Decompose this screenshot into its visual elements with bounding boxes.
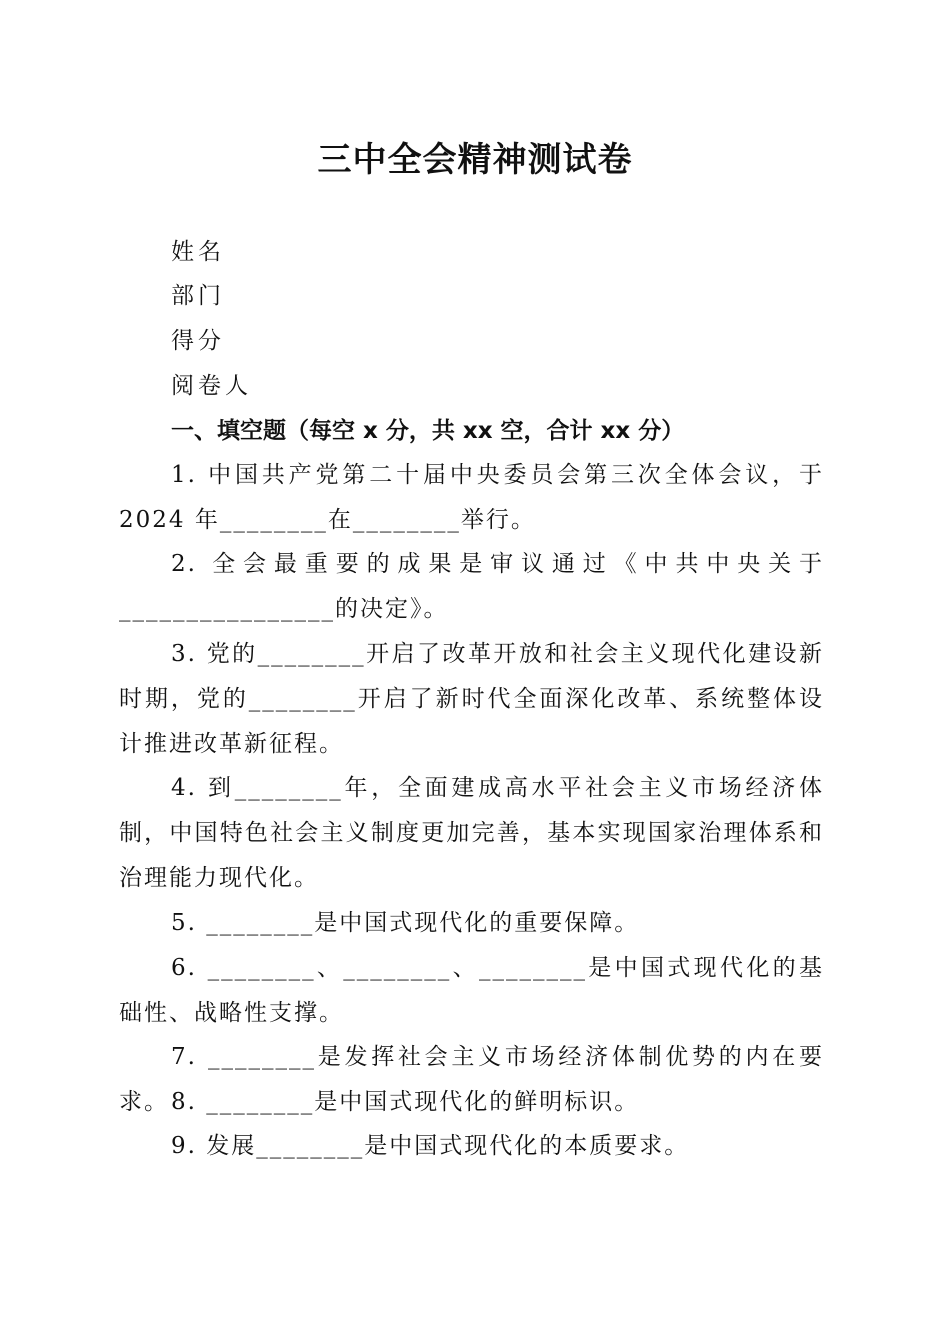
question-4: 4. 到________年，全面建成高水平社会主义市场经济体制，中国特色社会主义制度更加完善，基本实现国家治理体系和治理能力现代化。	[119, 775, 824, 891]
department-field-label: 部门	[171, 283, 225, 309]
question-9: 9. 发展________是中国式现代化的本质要求。	[171, 1133, 690, 1159]
question-5: 5. ________是中国式现代化的重要保障。	[171, 910, 640, 936]
question-3: 3. 党的________开启了改革开放和社会主义现代化建设新时期，党的________开启了新时代全面深化改革、系统整体设计推进改革新征程。	[119, 641, 824, 757]
question-7: 7. ________是发挥社会主义市场经济体制优势的内在要求。	[119, 1044, 824, 1115]
name-field-label: 姓名	[171, 239, 225, 265]
document-title: 三中全会精神测试卷	[317, 140, 633, 180]
question-2: 2. 全会最重要的成果是审议通过《中共中央关于________________的决定》。	[119, 551, 824, 622]
question-8: 8. ________是中国式现代化的鲜明标识。	[171, 1089, 640, 1115]
score-field-label: 得分	[171, 328, 225, 354]
grader-field-label: 阅卷人	[171, 373, 252, 399]
question-1: 1. 中国共产党第二十届中央委员会第三次全体会议，于2024 年________在________举行。	[119, 462, 824, 533]
section-heading: 一、填空题（每空 x 分，共 xx 空，合计 xx 分）	[171, 418, 685, 444]
question-6: 6. ________、________、________是中国式现代化的基础性、战略性支撑。	[119, 955, 824, 1026]
